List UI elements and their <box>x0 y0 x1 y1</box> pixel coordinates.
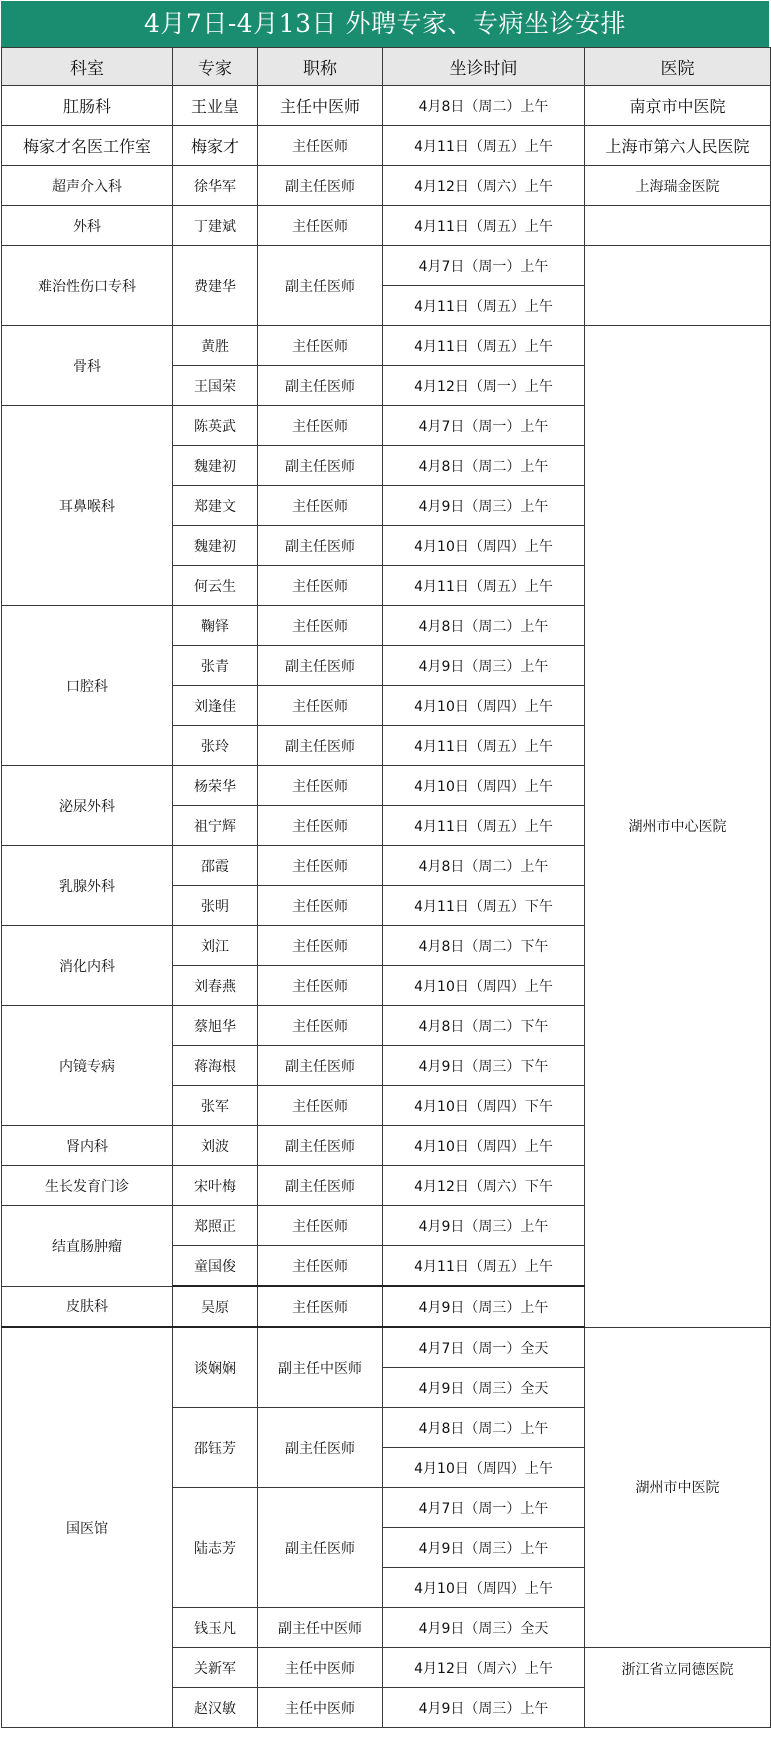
table-row <box>2 326 771 366</box>
time-cell: 4月9日（周三）上午 <box>383 1688 585 1728</box>
title-cell: 主任医师 <box>258 566 383 606</box>
time-cell: 4月11日（周五）下午 <box>383 886 585 926</box>
dept-cell: 口腔科 <box>2 606 173 766</box>
expert-cell: 吴原 <box>173 1286 258 1327</box>
title-cell: 副主任医师 <box>258 446 383 486</box>
title-cell: 主任医师 <box>258 966 383 1006</box>
time-cell: 4月9日（周三）上午 <box>383 486 585 526</box>
hospital-cell-empty <box>585 246 771 326</box>
time-cell: 4月8日（周二）上午 <box>383 606 585 646</box>
title-cell: 主任医师 <box>258 326 383 366</box>
time-cell: 4月8日（周二）下午 <box>383 1006 585 1046</box>
time-cell: 4月9日（周三）上午 <box>383 1286 585 1327</box>
time-cell: 4月9日（周三）全天 <box>383 1608 585 1648</box>
time-cell: 4月7日（周一）上午 <box>383 246 585 286</box>
table-row <box>2 246 771 286</box>
title-cell: 主任医师 <box>258 1286 383 1327</box>
time-cell: 4月9日（周三）上午 <box>383 1528 585 1568</box>
title-cell: 副主任医师 <box>258 726 383 766</box>
time-cell: 4月10日（周四）上午 <box>383 766 585 806</box>
title-cell: 副主任医师 <box>258 1046 383 1086</box>
expert-cell: 黄胜 <box>173 326 258 366</box>
title-cell: 主任医师 <box>258 1206 383 1246</box>
expert-cell: 钱玉凡 <box>173 1608 258 1648</box>
time-cell: 4月11日（周五）上午 <box>383 206 585 246</box>
time-cell: 4月11日（周五）上午 <box>383 726 585 766</box>
title-cell: 副主任医师 <box>258 1408 383 1488</box>
dept-cell: 泌尿外科 <box>2 766 173 846</box>
time-cell: 4月11日（周五）上午 <box>383 126 585 166</box>
title-cell: 主任医师 <box>258 206 383 246</box>
dept-cell: 难治性伤口专科 <box>2 246 173 326</box>
time-cell: 4月8日（周二）上午 <box>383 86 585 126</box>
expert-cell: 费建华 <box>173 246 258 326</box>
dept-cell: 肾内科 <box>2 1126 173 1166</box>
title-cell: 副主任医师 <box>258 246 383 326</box>
time-cell: 4月7日（周一）全天 <box>383 1327 585 1368</box>
schedule-table <box>1 47 771 1728</box>
title-cell: 副主任医师 <box>258 646 383 686</box>
expert-cell: 陈英武 <box>173 406 258 446</box>
time-cell: 4月10日（周四）上午 <box>383 1568 585 1608</box>
time-cell: 4月10日（周四）下午 <box>383 1086 585 1126</box>
dept-cell: 内镜专病 <box>2 1006 173 1126</box>
hospital-cell: 湖州市中医院 <box>585 1327 771 1648</box>
expert-cell: 童国俊 <box>173 1246 258 1287</box>
dept-cell: 消化内科 <box>2 926 173 1006</box>
title-cell: 副主任医师 <box>258 1488 383 1608</box>
time-cell: 4月11日（周五）上午 <box>383 286 585 326</box>
time-cell: 4月9日（周三）全天 <box>383 1368 585 1408</box>
expert-cell: 梅家才 <box>173 126 258 166</box>
dept-cell: 耳鼻喉科 <box>2 406 173 606</box>
expert-cell: 杨荣华 <box>173 766 258 806</box>
expert-cell: 蔡旭华 <box>173 1006 258 1046</box>
title-cell: 副主任医师 <box>258 366 383 406</box>
title-cell: 副主任医师 <box>258 1126 383 1166</box>
table-row <box>2 166 771 206</box>
time-cell: 4月10日（周四）上午 <box>383 966 585 1006</box>
hospital-cell: 上海市第六人民医院 <box>585 126 771 166</box>
expert-cell: 刘江 <box>173 926 258 966</box>
time-cell: 4月10日（周四）上午 <box>383 1448 585 1488</box>
title-cell: 主任医师 <box>258 406 383 446</box>
title-cell: 主任医师 <box>258 1006 383 1046</box>
title-cell: 副主任医师 <box>258 1166 383 1206</box>
dept-cell: 结直肠肿瘤 <box>2 1206 173 1287</box>
time-cell: 4月12日（周六）上午 <box>383 1648 585 1688</box>
expert-cell: 宋叶梅 <box>173 1166 258 1206</box>
time-cell: 4月11日（周五）上午 <box>383 1246 585 1287</box>
page-title: 4月7日-4月13日 外聘专家、专病坐诊安排 <box>1 1 769 47</box>
expert-cell: 邵霞 <box>173 846 258 886</box>
dept-cell: 国医馆 <box>2 1327 173 1728</box>
header-dept: 科室 <box>2 48 173 86</box>
expert-cell: 张青 <box>173 646 258 686</box>
time-cell: 4月10日（周四）上午 <box>383 686 585 726</box>
title-cell: 副主任医师 <box>258 166 383 206</box>
title-cell: 主任医师 <box>258 806 383 846</box>
dept-cell: 梅家才名医工作室 <box>2 126 173 166</box>
expert-cell: 郑建文 <box>173 486 258 526</box>
time-cell: 4月12日（周六）下午 <box>383 1166 585 1206</box>
expert-cell: 何云生 <box>173 566 258 606</box>
expert-cell: 蒋海根 <box>173 1046 258 1086</box>
expert-cell: 关新军 <box>173 1648 258 1688</box>
table-row <box>2 206 771 246</box>
expert-cell: 张明 <box>173 886 258 926</box>
time-cell: 4月8日（周二）上午 <box>383 1408 585 1448</box>
title-cell: 副主任中医师 <box>258 1327 383 1408</box>
time-cell: 4月9日（周三）上午 <box>383 646 585 686</box>
table-row <box>2 1327 771 1368</box>
dept-cell: 超声介入科 <box>2 166 173 206</box>
title-cell: 主任医师 <box>258 766 383 806</box>
expert-cell: 鞠铎 <box>173 606 258 646</box>
dept-cell: 外科 <box>2 206 173 246</box>
title-cell: 主任中医师 <box>258 86 383 126</box>
title-cell: 主任医师 <box>258 486 383 526</box>
time-cell: 4月8日（周二）下午 <box>383 926 585 966</box>
title-cell: 主任医师 <box>258 606 383 646</box>
expert-cell: 王业皇 <box>173 86 258 126</box>
time-cell: 4月9日（周三）上午 <box>383 1206 585 1246</box>
expert-cell: 邵钰芳 <box>173 1408 258 1488</box>
title-cell: 主任医师 <box>258 886 383 926</box>
time-cell: 4月11日（周五）上午 <box>383 806 585 846</box>
hospital-cell: 南京市中医院 <box>585 86 771 126</box>
header-expert: 专家 <box>173 48 258 86</box>
expert-cell: 张玲 <box>173 726 258 766</box>
dept-cell: 乳腺外科 <box>2 846 173 926</box>
title-cell: 主任医师 <box>258 126 383 166</box>
expert-cell: 徐华军 <box>173 166 258 206</box>
time-cell: 4月11日（周五）上午 <box>383 326 585 366</box>
title-cell: 主任医师 <box>258 846 383 886</box>
time-cell: 4月9日（周三）下午 <box>383 1046 585 1086</box>
expert-cell: 丁建斌 <box>173 206 258 246</box>
title-cell: 主任中医师 <box>258 1648 383 1688</box>
table-row <box>2 126 771 166</box>
dept-cell: 骨科 <box>2 326 173 406</box>
header-row <box>2 48 771 86</box>
expert-cell: 赵汉敏 <box>173 1688 258 1728</box>
hospital-cell: 浙江省立同德医院 <box>585 1648 771 1728</box>
time-cell: 4月7日（周一）上午 <box>383 406 585 446</box>
expert-cell: 祖宁辉 <box>173 806 258 846</box>
time-cell: 4月8日（周二）上午 <box>383 846 585 886</box>
expert-cell: 魏建初 <box>173 446 258 486</box>
title-cell: 主任中医师 <box>258 1688 383 1728</box>
dept-cell: 皮肤科 <box>2 1286 173 1327</box>
dept-cell: 肛肠科 <box>2 86 173 126</box>
expert-cell: 魏建初 <box>173 526 258 566</box>
title-cell: 主任医师 <box>258 926 383 966</box>
header-title: 职称 <box>258 48 383 86</box>
expert-cell: 王国荣 <box>173 366 258 406</box>
title-cell: 副主任中医师 <box>258 1608 383 1648</box>
hospital-cell: 湖州市中心医院 <box>585 326 771 1328</box>
time-cell: 4月7日（周一）上午 <box>383 1488 585 1528</box>
title-cell: 主任医师 <box>258 1086 383 1126</box>
expert-cell: 张军 <box>173 1086 258 1126</box>
title-cell: 主任医师 <box>258 686 383 726</box>
time-cell: 4月11日（周五）上午 <box>383 566 585 606</box>
expert-cell: 刘逢佳 <box>173 686 258 726</box>
title-cell: 主任医师 <box>258 1246 383 1287</box>
expert-cell: 陆志芳 <box>173 1488 258 1608</box>
time-cell: 4月10日（周四）上午 <box>383 1126 585 1166</box>
expert-cell: 谈娴娴 <box>173 1327 258 1408</box>
header-time: 坐诊时间 <box>383 48 585 86</box>
hospital-cell-empty <box>585 206 771 246</box>
expert-cell: 刘春燕 <box>173 966 258 1006</box>
header-hospital: 医院 <box>585 48 771 86</box>
time-cell: 4月8日（周二）上午 <box>383 446 585 486</box>
table-row <box>2 86 771 126</box>
hospital-cell: 上海瑞金医院 <box>585 166 771 206</box>
expert-cell: 刘波 <box>173 1126 258 1166</box>
title-cell: 副主任医师 <box>258 526 383 566</box>
time-cell: 4月10日（周四）上午 <box>383 526 585 566</box>
expert-cell: 郑照正 <box>173 1206 258 1246</box>
dept-cell: 生长发育门诊 <box>2 1166 173 1206</box>
time-cell: 4月12日（周一）上午 <box>383 366 585 406</box>
time-cell: 4月12日（周六）上午 <box>383 166 585 206</box>
